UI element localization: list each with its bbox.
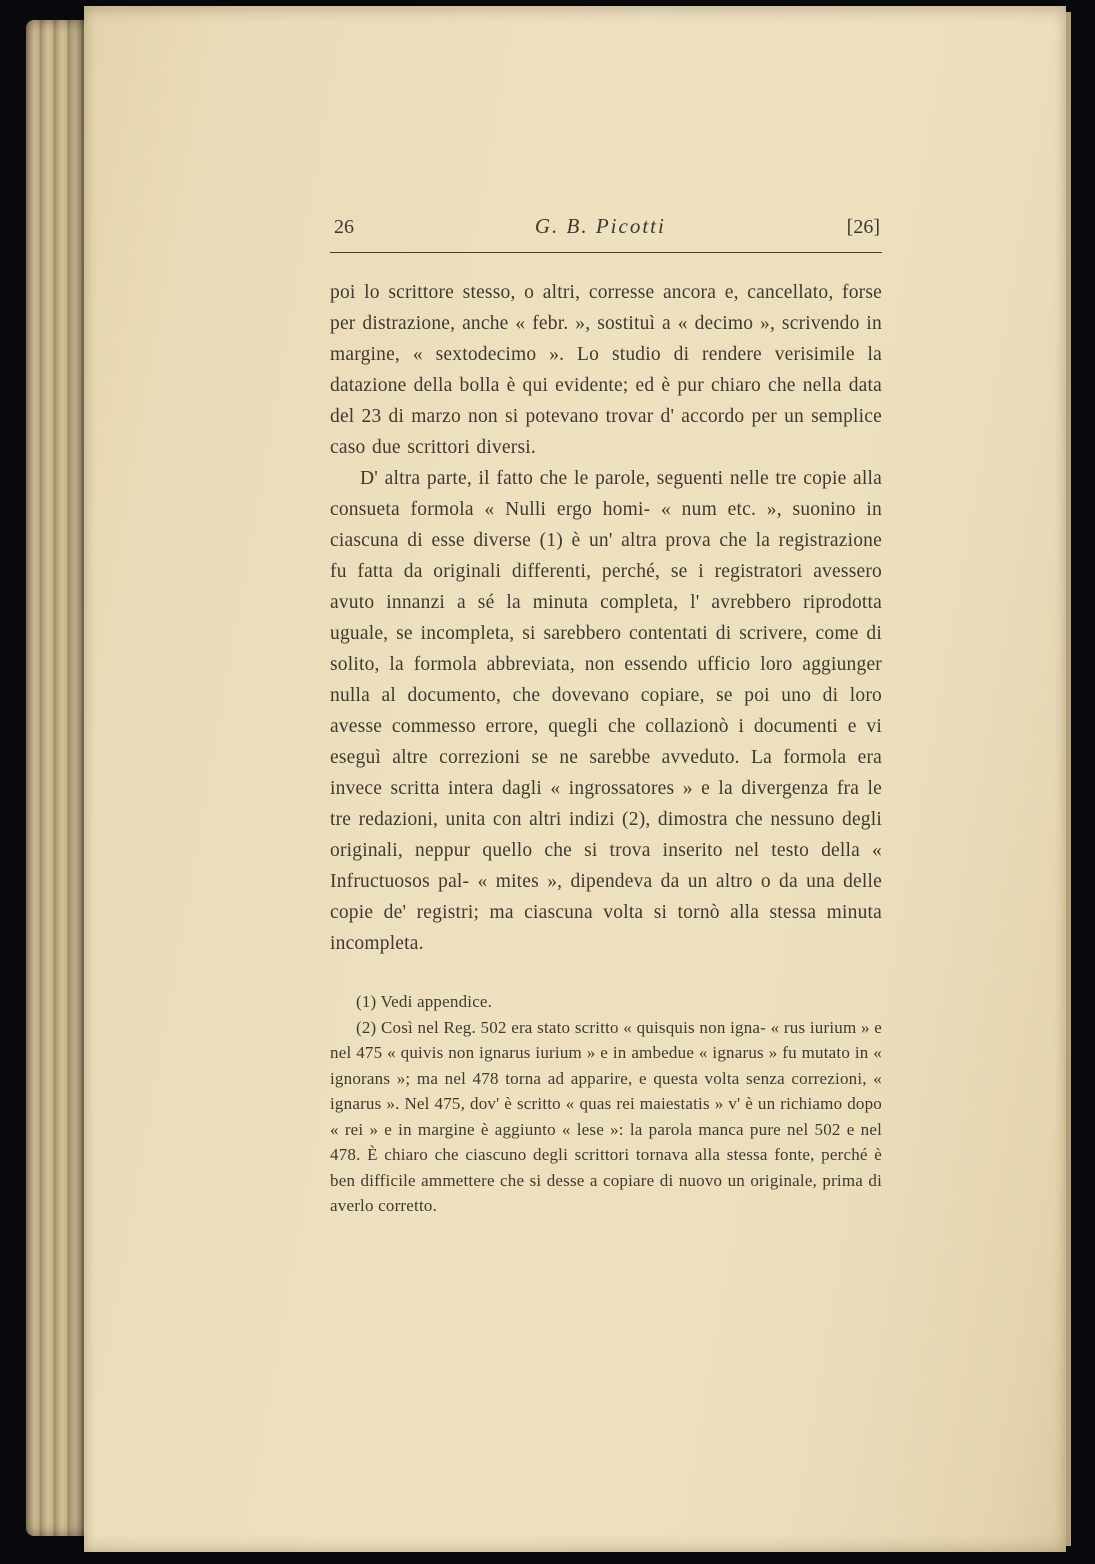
- page-number-right: [26]: [846, 216, 880, 238]
- header-rule: [330, 252, 882, 253]
- page-header: [330, 214, 882, 239]
- page-number-left: 26: [334, 216, 354, 238]
- page-content: [330, 214, 882, 1219]
- paragraph: D' altra parte, il fatto che le parole, seguenti nelle tre copie alla consueta formola « Nulli ergo homi- « num etc. », suonino in ciascuna di esse diverse (1) è un' altra prova che la registrazione fu fatta da originali differenti, perché, se i registratori avessero avuto innanzi a sé la minuta completa, l' avrebbero riprodotta uguale, se incompleta, si sarebbero contentati di scrivere, come di solito, la formola abbreviata, non essendo ufficio loro aggiunger nulla al documento, che dovevano copiare, se poi uno di loro avesse commesso errore, quegli che collazionò i documenti e vi eseguì altre correzioni se ne sarebbe avveduto. La formola era invece scritta intera dagli « ingrossatores » e la divergenza fra le tre redazioni, unita con altri indizi (2), dimostra che nessuno degli originali, neppur quello che si trova inserito nel testo della « Infructuosos pal- « mites », dipendeva da un altro o da una delle copie de' registri; ma ciascuna volta si tornò alla stessa minuta incompleta.: [330, 468, 882, 954]
- footnote: (2) Così nel Reg. 502 era stato scritto « quisquis non igna- « rus iurium » e nel 475 « quivis non ignarus iurium » e in ambedue « ignarus » fu mutato in « ignorans »; ma nel 478 torna ad apparire, e questa volta senza correzioni, « ignarus ». Nel 475, dov' è scritto « quas rei maiestatis » v' è un richiamo dopo « rei » e in margine è aggiunto « lese »: la parola manca pure nel 502 e nel 478. È chiaro che ciascuno degli scrittori tornava alla stessa fonte, perché è ben difficile ammettere che si desse a copiare di nuovo un originale, prima di averlo corretto.: [330, 1017, 882, 1215]
- running-title: G. B. Picotti: [534, 214, 666, 238]
- footnote: (1) Vedi appendice.: [356, 992, 493, 1011]
- book-page: [84, 6, 1066, 1552]
- footnotes: [330, 989, 882, 1219]
- paragraph: poi lo scrittore stesso, o altri, corresse ancora e, cancellato, forse per distrazione, anche « febr. », sostituì a « decimo », scrivendo in margine, « sextodecimo ». Lo studio di rendere verisimile la datazione della bolla è qui evidente; ed è pur chiaro che nella data del 23 di marzo non si potevano trovar d' accordo per un semplice caso due scrittori diversi.: [330, 282, 882, 458]
- body-text: [330, 277, 882, 959]
